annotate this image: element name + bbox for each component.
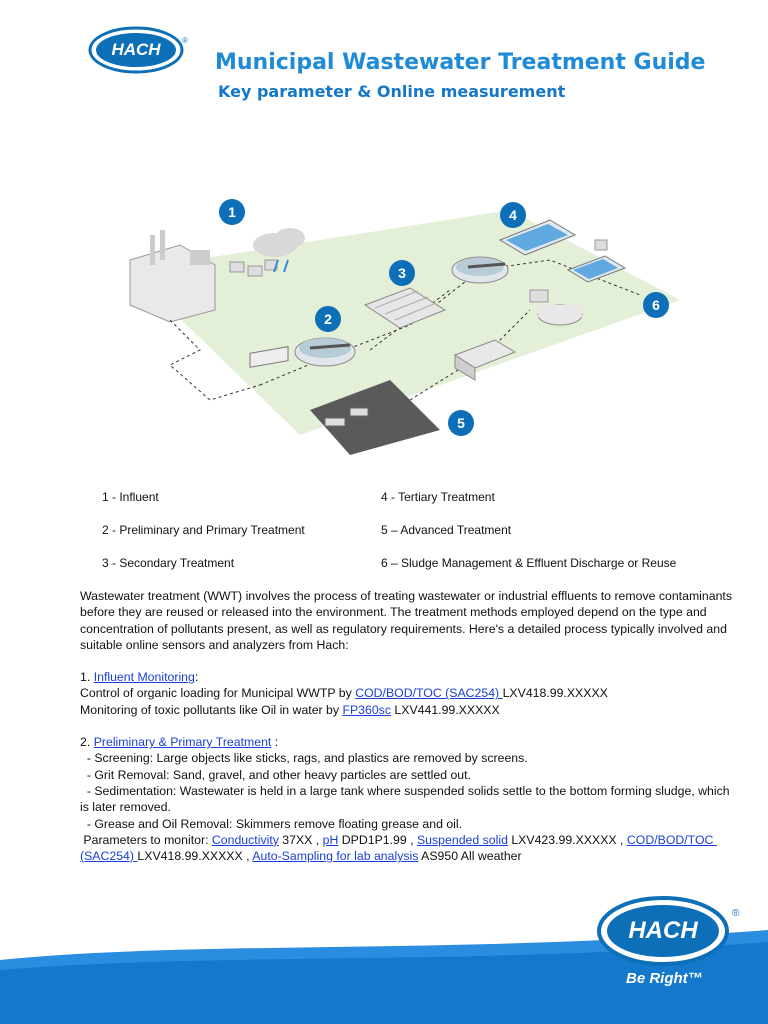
process-illustration bbox=[110, 190, 690, 460]
section-2-item-grease: - Grease and Oil Removal: Skimmers remove floating grease and oil. bbox=[80, 816, 463, 831]
section-1-line-1 bbox=[80, 685, 740, 701]
section-2-colon: : bbox=[271, 735, 279, 750]
hach-logo-top bbox=[88, 26, 184, 74]
conductivity-link[interactable]: Conductivity bbox=[211, 832, 279, 847]
ph-code: DPD1P1.99 , bbox=[338, 832, 417, 847]
fp360sc-link[interactable]: FP360sc bbox=[342, 702, 391, 717]
section-2-item-sedimentation: - Sedimentation: Wastewater is held in a large tank where suspended solids settle to the bottom forming sludge, which is later removed. bbox=[80, 783, 734, 815]
step-badge-6: 6 bbox=[643, 292, 669, 318]
section-1-number: 1. bbox=[80, 670, 94, 685]
section-2-number: 2. bbox=[80, 735, 94, 750]
registered-mark-bottom: ® bbox=[732, 908, 740, 919]
section-1-line-1-text: Control of organic loading for Municipal WWTP by bbox=[80, 686, 356, 701]
legend-item-4: 4 - Tertiary Treatment bbox=[381, 490, 495, 504]
parameters-label: Parameters to monitor: bbox=[80, 832, 212, 847]
section-1-line-1-code: LXV418.99.XXXXX bbox=[502, 686, 608, 701]
auto-sampling-code: AS950 All weather bbox=[418, 849, 522, 864]
hach-logo-bottom bbox=[596, 894, 730, 968]
cod-bod-toc-link[interactable]: COD/BOD/TOC (SAC254) bbox=[355, 686, 503, 701]
step-badge-2: 2 bbox=[315, 306, 341, 332]
tagline: Be Right™ bbox=[626, 970, 703, 987]
step-badge-4: 4 bbox=[500, 202, 526, 228]
section-2-item-screening: - Screening: Large objects like sticks, rags, and plastics are removed by screens. bbox=[80, 751, 528, 766]
preliminary-primary-link[interactable]: Preliminary & Primary Treatment bbox=[93, 735, 272, 750]
legend-item-2: 2 - Preliminary and Primary Treatment bbox=[102, 523, 305, 537]
section-1-line-2 bbox=[80, 702, 740, 718]
auto-sampling-link[interactable]: Auto-Sampling for lab analysis bbox=[252, 849, 419, 864]
footer-logo-wordmark: HACH bbox=[628, 917, 698, 944]
registered-mark-top: ® bbox=[182, 36, 188, 45]
section-1-colon: : bbox=[194, 670, 199, 685]
section-1-line-2-code: LXV441.99.XXXXX bbox=[390, 702, 500, 717]
influent-monitoring-link[interactable]: Influent Monitoring bbox=[93, 670, 195, 685]
document-body bbox=[80, 588, 740, 864]
primary-clarifier bbox=[295, 338, 355, 366]
section-2-item-grit: - Grit Removal: Sand, gravel, and other heavy particles are settled out. bbox=[80, 767, 471, 782]
legend-item-3: 3 - Secondary Treatment bbox=[102, 556, 235, 570]
cod-bod-toc-link-2[interactable]: COD/BOD/TOC (SAC254) bbox=[80, 832, 717, 864]
ph-link[interactable]: pH bbox=[322, 832, 339, 847]
conductivity-code: 37XX , bbox=[278, 832, 323, 847]
logo-wordmark: HACH bbox=[111, 40, 161, 59]
secondary-clarifier bbox=[452, 257, 508, 283]
intro-paragraph: Wastewater treatment (WWT) involves the process of treating wastewater or industrial effluents to remove contaminants before they are reused or released into the environment. The treatment methods employed depend on the type and concentration of pollutants present, as well as regulatory requirements. Here's a detailed process typically involved and suitable online sensors and analyzers from Hach: bbox=[80, 589, 732, 652]
section-1-line-2-text: Monitoring of toxic pollutants like Oil in water by bbox=[80, 702, 343, 717]
page-title: Municipal Wastewater Treatment Guide bbox=[215, 50, 706, 75]
treatment-process-diagram bbox=[110, 190, 690, 460]
legend-item-5: 5 – Advanced Treatment bbox=[381, 523, 512, 537]
factory-icon bbox=[130, 230, 215, 322]
legend-item-1: 1 - Influent bbox=[102, 490, 159, 504]
step-badge-3: 3 bbox=[389, 260, 415, 286]
section-2-parameters bbox=[80, 832, 740, 865]
suspended-solid-link[interactable]: Suspended solid bbox=[416, 832, 508, 847]
section-1-heading bbox=[80, 669, 740, 685]
legend-item-6: 6 – Sludge Management & Effluent Discharge or Reuse bbox=[381, 556, 677, 570]
cod-bod-toc-code: LXV418.99.XXXXX , bbox=[137, 849, 253, 864]
section-2-heading bbox=[80, 734, 740, 750]
step-badge-5: 5 bbox=[448, 410, 474, 436]
suspended-solid-code: LXV423.99.XXXXX , bbox=[507, 832, 627, 847]
step-badge-1: 1 bbox=[219, 199, 245, 225]
page-subtitle: Key parameter & Online measurement bbox=[218, 82, 566, 101]
